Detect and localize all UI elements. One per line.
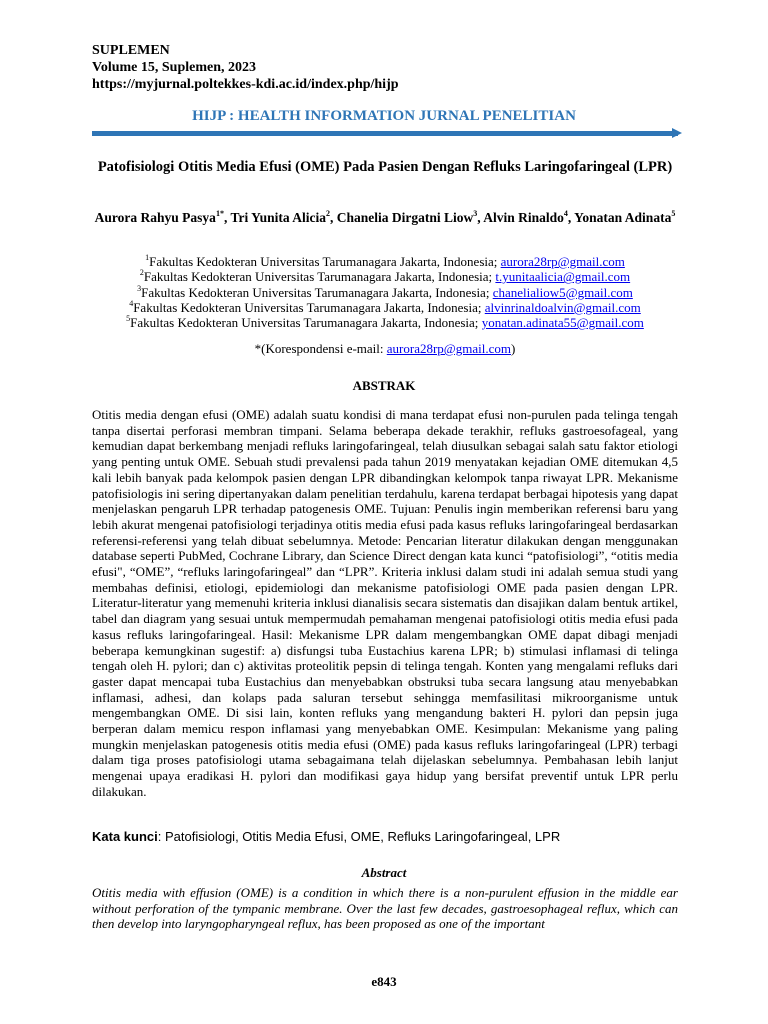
journal-url: https://myjurnal.poltekkes-kdi.ac.id/index.php/hijp	[92, 77, 399, 92]
author-name: Yonatan Adinata	[574, 210, 672, 225]
keywords-text: : Patofisiologi, Otitis Media Efusi, OME, Refluks Laringofaringeal, LPR	[157, 829, 561, 844]
abstract-text: Otitis media with effusion (OME) is a condition in which there is a non-purulent effusion in the middle ear without perforation of the tympanic membrane. Over the last few decades, gastroesophageal reflux, which can then develop into laryngopharyngeal reflux, has been proposed as one of the important	[92, 885, 678, 932]
author	[574, 210, 675, 225]
author	[337, 210, 484, 225]
correspondence-email-link[interactable]: aurora28rp@gmail.com	[386, 341, 512, 356]
email-link[interactable]: yonatan.adinata55@gmail.com	[481, 315, 644, 331]
affiliation-sup: 5	[126, 314, 131, 324]
affiliation	[92, 300, 678, 315]
page-number: e843	[371, 974, 397, 989]
author	[95, 210, 231, 225]
email-link[interactable]: alvinrinaldoalvin@gmail.com	[484, 299, 641, 315]
supplement-label: SUPLEMEN	[92, 43, 170, 58]
keywords	[92, 829, 678, 844]
affiliation-text: Fakultas Kedokteran Universitas Tarumanagara Jakarta, Indonesia;	[143, 269, 496, 285]
affiliation-list	[92, 254, 678, 330]
author-separator: ,	[567, 210, 575, 225]
email-link[interactable]: aurora28rp@gmail.com	[500, 254, 625, 269]
correspondence	[92, 341, 678, 357]
abstrak-heading: ABSTRAK	[352, 378, 416, 393]
journal-title: HIJP : HEALTH INFORMATION JURNAL PENELITIAN	[192, 108, 576, 124]
author-name: Aurora Rahyu Pasya	[94, 210, 216, 225]
affiliation-text: Fakultas Kedokteran Universitas Tarumanagara Jakarta, Indonesia;	[149, 254, 501, 269]
author-name: Alvin Rinaldo	[483, 210, 564, 225]
affiliation-text: Fakultas Kedokteran Universitas Tarumanagara Jakarta, Indonesia;	[141, 284, 493, 300]
article-title: Patofisiologi Otitis Media Efusi (OME) Pada Pasien Dengan Refluks Laringofaringeal (LPR)	[97, 159, 673, 175]
author-name: Chanelia Dirgatni Liow	[336, 210, 474, 225]
author-separator: ,	[223, 210, 231, 225]
author-list	[92, 209, 678, 227]
correspondence-prefix: *(Korespondensi e-mail:	[254, 341, 387, 356]
affiliation-text: Fakultas Kedokteran Universitas Tarumanagara Jakarta, Indonesia;	[133, 299, 485, 315]
email-link[interactable]: t.yunitaalicia@gmail.com	[495, 269, 631, 285]
email-link[interactable]: chanelialiow5@gmail.com	[492, 284, 633, 300]
affiliation	[92, 315, 678, 330]
affiliation-sup: 2	[139, 268, 144, 278]
abstract-heading: Abstract	[361, 865, 407, 880]
affiliation	[92, 285, 678, 300]
author	[230, 210, 336, 225]
journal-header	[92, 42, 399, 93]
affiliation-sup: 1	[145, 253, 150, 262]
affiliation-sup: 4	[129, 298, 134, 308]
affiliation-sup: 3	[137, 283, 142, 293]
keywords-label: Kata kunci	[92, 829, 158, 844]
correspondence-suffix: )	[511, 341, 516, 356]
author-separator: ,	[329, 210, 337, 225]
header-rule-arrow	[92, 131, 678, 136]
affiliation-text: Fakultas Kedokteran Universitas Tarumanagara Jakarta, Indonesia;	[130, 315, 482, 331]
author	[483, 210, 574, 225]
author-name: Tri Yunita Alicia	[230, 210, 326, 225]
affiliation	[92, 254, 678, 269]
author-sup: 1*	[215, 209, 224, 218]
abstrak-text: Otitis media dengan efusi (OME) adalah suatu kondisi di mana terdapat efusi non-purulen pada telinga tengah tanpa disertai perforasi membran timpani. Selama beberapa dekade terakhir, refluks gastroesofageal, yang kemudian dapat berkembang menjadi refluks laringofaringeal, telah diusulkan sebagai salah satu faktor etiologi yang penting untuk OME. Sebuah studi prevalensi pada tahun 2019 menyatakan kejadian OME ditemukan 4,5 kali lebih banyak pada kelompok pasien dengan LPR dibandingkan kelompok tanpa riwayat LPR. Mekanisme patofisiologis ini sering dipertanyakan dalam penelitian terdahulu, karena terdapat berbagai hipotesis yang dapat menjelaskan pengaruh LPR terhadap patogenesis OME. Tujuan: Penulis ingin memberikan referensi baru yang lebih akurat mengenai patofisiologi terjadinya otitis media efusi pada kasus refluks laringofaringeal berdasarkan referensi-referensi yang telah dibuat sebelumnya. Metode: Pencarian literatur dilakukan dengan menggunakan database seperti PubMed, Cochrane Library, dan Science Direct dengan kata kunci “patofisiologi”, “otitis media efusi", “OME”, “refluks laringofaringeal” dan “LPR”. Kriteria inklusi dalam studi ini adalah semua studi yang membahas definisi, etiologi, epidemiologi dan mekanisme patofisiologi OME pada pasien dengan LPR. Literatur-literatur yang memenuhi kriteria inklusi dianalisis secara sistematis dan disajikan dalam bentuk artikel, tabel dan diagram yang sesuai untuk mempermudah pemahaman mengenai patofisiologi otitis media efusi pada kasus refluks laringofaringeal. Hasil: Mekanisme LPR dalam mengembangkan OME dapat dibagi menjadi beberapa kemungkinan sugestif: a) disfungsi tuba Eustachius karena LPR; b) stimulasi inflamasi di telinga tengah oleh H. pylori; dan c) aktivitas proteolitik pepsin di telinga tengah. Konten yang mengalami refluks dari gaster dapat mencapai tuba Eustachius dan menyebabkan obstruksi tuba secara langsung atau menyebabkan inflamasi, adhesi, dan kolaps pada saluran tersebut sehingga memfasilitasi mikroorganisme untuk mengembangkan OME. Di sisi lain, konten refluks yang mengandung bakteri H. pylori dan pepsin juga berperan dalam memicu respon inflamasi yang menyebabkan OME. Kesimpulan: Mekanisme yang paling mungkin menjelaskan patogenesis otitis media efusi (OME) pada kasus refluks laringofaringeal (LPR) terbagi dalam tiga proses patofisiologi utama sebagaimana telah dijelaskan sebelumnya. Pembahasan lebih lanjut mengenai upaya eradikasi H. pylori dan modifikasi gaya hidup yang bersifat preventif untuk LPR perlu dilakukan.	[92, 407, 678, 799]
author-sup: 4	[563, 209, 568, 218]
author-separator: ,	[477, 210, 484, 225]
volume-info: Volume 15, Suplemen, 2023	[92, 60, 257, 75]
author-sup: 3	[473, 209, 478, 218]
author-sup: 5	[671, 209, 676, 218]
affiliation	[92, 269, 678, 284]
author-sup: 2	[325, 209, 330, 218]
